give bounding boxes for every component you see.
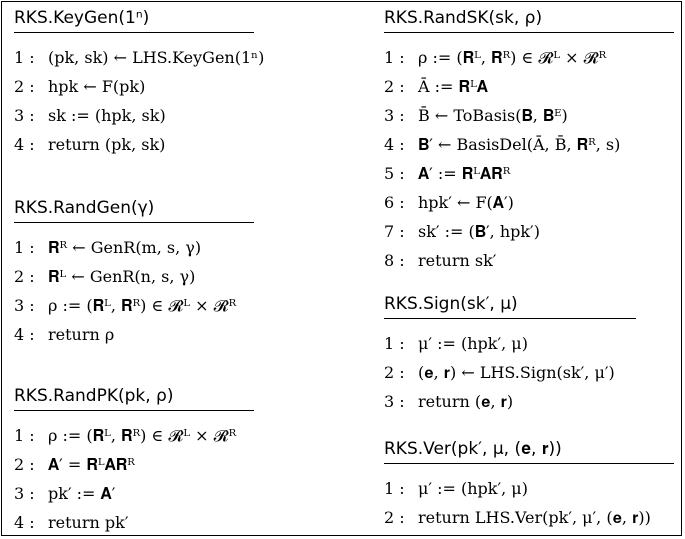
algorithm-line [384, 329, 636, 358]
algorithm-line [384, 387, 636, 416]
line-code: sk′ := (𝐁′, hpk′) [418, 222, 540, 241]
line-number: 3 : [384, 392, 405, 411]
line-number: 1 : [384, 334, 405, 353]
algorithm-line [384, 246, 674, 275]
line-number: 6 : [384, 193, 405, 212]
algorithm-line [384, 503, 674, 532]
line-code: 𝐑ᴿ ← GenR(m, s, γ) [48, 238, 202, 257]
line-code: ρ := (𝐑ᴸ, 𝐑ᴿ) ∈ 𝓡ᴸ × 𝓡ᴿ [418, 48, 607, 67]
algorithm-line [14, 130, 264, 159]
algorithm-line [14, 421, 254, 450]
algorithm-line [384, 72, 674, 101]
line-number: 4 : [14, 325, 35, 344]
line-number: 7 : [384, 222, 405, 241]
algorithm-line [14, 72, 264, 101]
line-number: 3 : [14, 296, 35, 315]
line-number: 4 : [14, 513, 35, 532]
line-number: 1 : [14, 426, 35, 445]
procedure-lines [14, 43, 264, 159]
procedure-lines [14, 421, 254, 537]
procedure-title: RKS.RandSK(sk, ρ) [384, 8, 674, 33]
algorithm-line [384, 217, 674, 246]
line-code: 𝐀′ = 𝐑ᴸ𝐀𝐑ᴿ [48, 455, 135, 474]
line-number: 4 : [14, 135, 35, 154]
line-number: 5 : [384, 164, 405, 183]
line-code: Ā := 𝐑ᴸ𝐀 [418, 77, 488, 96]
line-code: sk := (hpk, sk) [48, 106, 166, 125]
algorithm-line [384, 130, 674, 159]
line-number: 3 : [14, 106, 35, 125]
algorithm-line [14, 450, 254, 479]
line-code: 𝐁′ ← BasisDel(Ā, B̄, 𝐑ᴿ, s) [418, 135, 621, 154]
line-code: return (pk, sk) [48, 135, 166, 154]
algorithm-line [14, 508, 254, 537]
procedure-lines [384, 43, 674, 275]
algorithm-line [14, 479, 254, 508]
line-code: (pk, sk) ← LHS.KeyGen(1ⁿ) [48, 48, 265, 67]
algorithm-line [384, 43, 674, 72]
algorithm-line [384, 188, 674, 217]
procedure-sign [384, 294, 636, 416]
algorithm-line [14, 291, 254, 320]
line-number: 2 : [14, 77, 35, 96]
line-number: 2 : [14, 267, 35, 286]
line-number: 1 : [384, 48, 405, 67]
line-code: pk′ := 𝐀′ [48, 484, 116, 503]
line-number: 2 : [384, 363, 405, 382]
line-code: 𝐑ᴸ ← GenR(n, s, γ) [48, 267, 196, 286]
line-code: 𝐀′ := 𝐑ᴸ𝐀𝐑ᴿ [418, 164, 511, 183]
procedure-keygen [14, 8, 264, 159]
procedure-randgen [14, 198, 254, 349]
line-number: 1 : [384, 479, 405, 498]
line-number: 1 : [14, 238, 35, 257]
algorithm-line [14, 262, 254, 291]
algorithm-line [14, 320, 254, 349]
line-code: ρ := (𝐑ᴸ, 𝐑ᴿ) ∈ 𝓡ᴸ × 𝓡ᴿ [48, 426, 237, 445]
procedure-title: RKS.RandGen(γ) [14, 198, 254, 223]
line-number: 1 : [14, 48, 35, 67]
line-code: ρ := (𝐑ᴸ, 𝐑ᴿ) ∈ 𝓡ᴸ × 𝓡ᴿ [48, 296, 237, 315]
line-code: hpk ← F(pk) [48, 77, 146, 96]
line-number: 3 : [14, 484, 35, 503]
line-code: hpk′ ← F(𝐀′) [418, 193, 514, 212]
procedure-lines [384, 329, 636, 416]
line-number: 2 : [384, 508, 405, 527]
procedure-randsk [384, 8, 674, 275]
line-code: return LHS.Ver(pk′, μ′, (𝐞, 𝐫)) [418, 508, 651, 527]
procedure-randpk [14, 386, 254, 537]
line-code: (𝐞, 𝐫) ← LHS.Sign(sk′, μ′) [418, 363, 615, 382]
line-code: μ′ := (hpk′, μ) [418, 479, 528, 498]
algorithm-line [384, 358, 636, 387]
algorithm-line [384, 101, 674, 130]
line-number: 8 : [384, 251, 405, 270]
line-code: return ρ [48, 325, 115, 344]
algorithm-line [14, 233, 254, 262]
algorithm-line [384, 159, 674, 188]
line-number: 2 : [384, 77, 405, 96]
line-number: 2 : [14, 455, 35, 474]
procedure-ver [384, 439, 674, 532]
algorithm-line [14, 43, 264, 72]
algorithm-line [14, 101, 264, 130]
line-number: 4 : [384, 135, 405, 154]
algorithm-line [384, 474, 674, 503]
procedure-title: RKS.Sign(sk′, μ) [384, 294, 636, 319]
line-code: B̄ ← ToBasis(𝐁, 𝐁ᴱ) [418, 106, 568, 125]
procedure-title: RKS.KeyGen(1ⁿ) [14, 8, 254, 33]
line-code: return pk′ [48, 513, 129, 532]
line-code: return (𝐞, 𝐫) [418, 392, 514, 411]
algorithms-figure [1, 1, 682, 536]
procedure-title: RKS.Ver(pk′, μ, (𝐞, 𝐫)) [384, 439, 674, 464]
procedure-title: RKS.RandPK(pk, ρ) [14, 386, 254, 411]
line-code: μ′ := (hpk′, μ) [418, 334, 528, 353]
procedure-lines [14, 233, 254, 349]
procedure-lines [384, 474, 674, 532]
line-code: return sk′ [418, 251, 497, 270]
line-number: 3 : [384, 106, 405, 125]
